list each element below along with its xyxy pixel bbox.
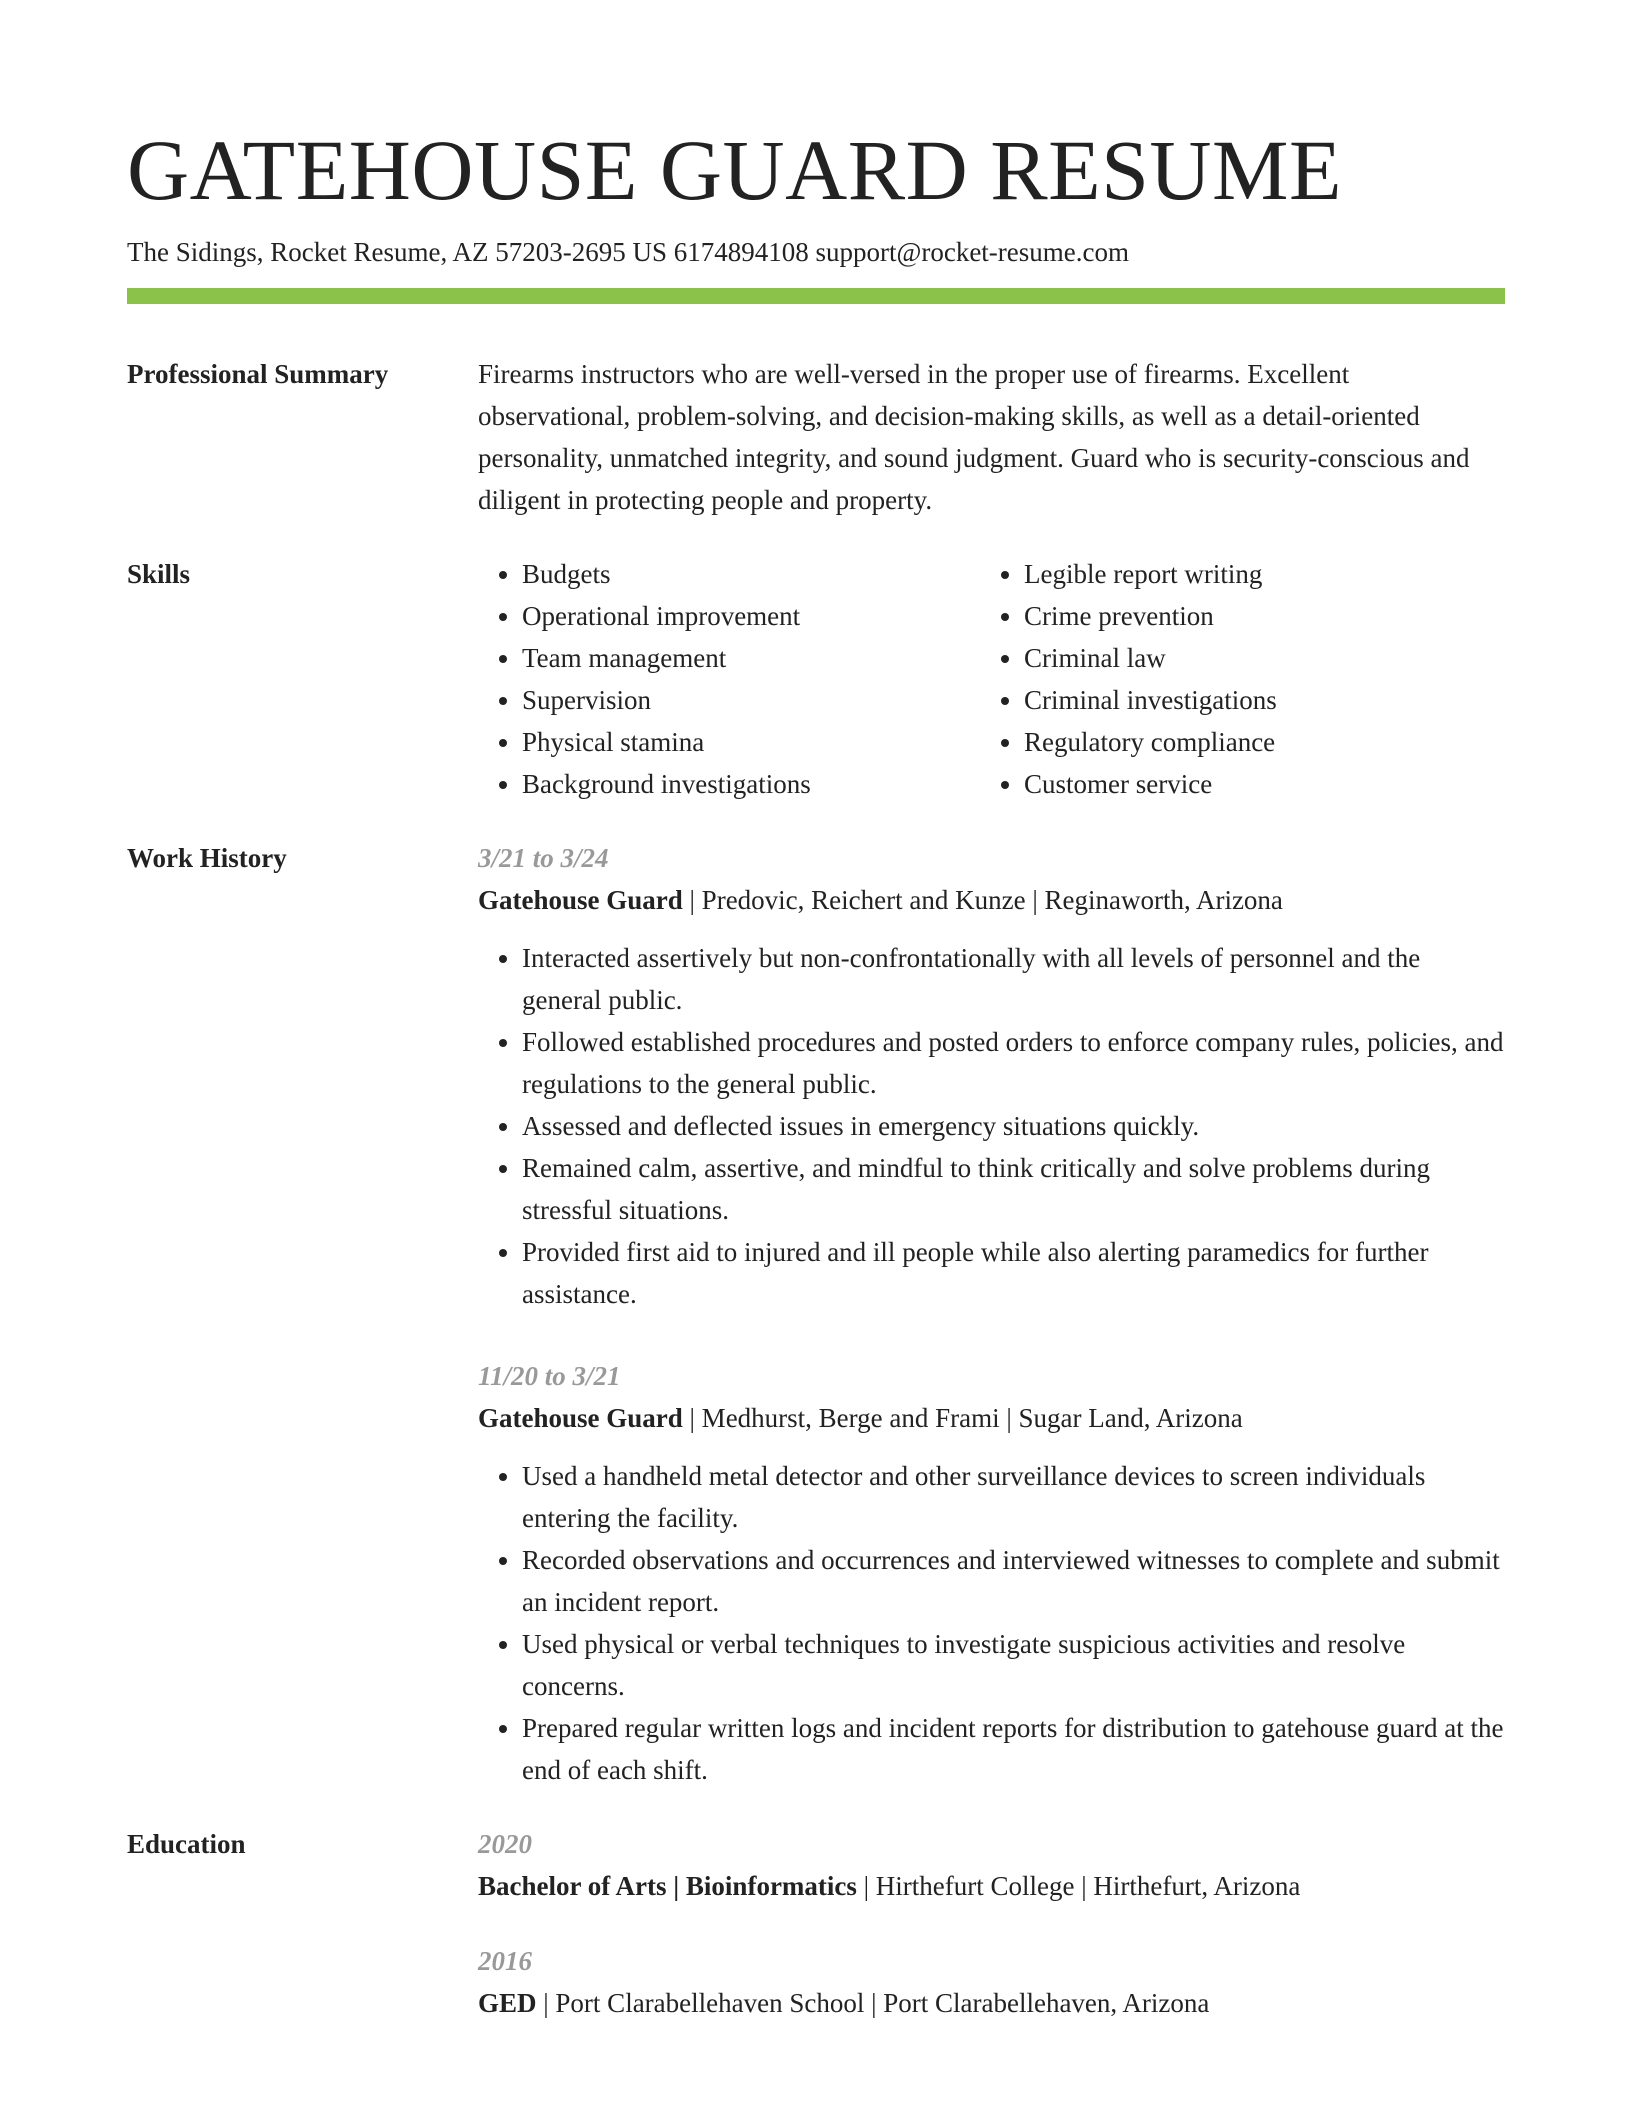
education-section	[127, 1823, 1505, 2024]
job-entry	[478, 837, 1505, 1315]
job-date: 3/21 to 3/24	[478, 843, 609, 873]
job-bullet: • Prepared regular written logs and incident reports for distribution to gatehouse guard at the end of each shift.	[522, 1707, 1505, 1791]
education-date: 2016	[478, 1946, 532, 1976]
skill-item: • Legible report writing	[1024, 553, 1482, 595]
job-bullets	[478, 937, 1505, 1315]
education-degree: Bachelor of Arts | Bioinformatics	[478, 1871, 857, 1901]
education-entry	[478, 1940, 1505, 2024]
education-label: Education	[127, 1829, 246, 1859]
skill-item: • Background investigations	[522, 763, 980, 805]
summary-label: Professional Summary	[127, 359, 389, 389]
job-role-line	[478, 879, 1505, 921]
education-line	[478, 1982, 1505, 2024]
job-bullet: • Provided first aid to injured and ill people while also alerting paramedics for further assistance.	[522, 1231, 1505, 1315]
skills-body	[478, 553, 1505, 805]
summary-text: Firearms instructors who are well-versed in the proper use of firearms. Excellent observational, problem-solving, and decision-making skills, as well as a detail-oriented personality, unmatched integrity, and sound judgment. Guard who is security-conscious and diligent in protecting people and property.	[478, 359, 1470, 515]
job-bullet: • Used physical or verbal techniques to investigate suspicious activities and resolve concerns.	[522, 1623, 1505, 1707]
accent-divider	[127, 288, 1505, 304]
skill-item: • Criminal investigations	[1024, 679, 1482, 721]
skill-item: • Criminal law	[1024, 637, 1482, 679]
skill-item: • Crime prevention	[1024, 595, 1482, 637]
job-title: Gatehouse Guard	[478, 885, 683, 915]
education-date: 2020	[478, 1829, 532, 1859]
job-bullet: • Used a handheld metal detector and other surveillance devices to screen individuals entering the facility.	[522, 1455, 1505, 1539]
job-bullet: • Remained calm, assertive, and mindful to think critically and solve problems during stressful situations.	[522, 1147, 1505, 1231]
skill-item: • Budgets	[522, 553, 980, 595]
skills-list-right	[980, 553, 1482, 805]
education-details: | Port Clarabellehaven School | Port Clarabellehaven, Arizona	[536, 1988, 1210, 2018]
education-degree: GED	[478, 1988, 537, 2018]
skills-columns	[478, 553, 1505, 805]
skill-item: • Operational improvement	[522, 595, 980, 637]
job-bullet: • Followed established procedures and posted orders to enforce company rules, policies, and regulations to the general public.	[522, 1021, 1505, 1105]
skill-item: • Regulatory compliance	[1024, 721, 1482, 763]
skills-label: Skills	[127, 559, 191, 589]
skill-item: • Customer service	[1024, 763, 1482, 805]
job-role-line	[478, 1397, 1505, 1439]
skills-list-left	[478, 553, 980, 805]
contact-line: The Sidings, Rocket Resume, AZ 57203-2695 US 6174894108 support@rocket-resume.com	[127, 237, 1129, 267]
education-entry	[478, 1823, 1505, 1907]
job-bullets	[478, 1455, 1505, 1791]
work-history-section	[127, 837, 1505, 1791]
work-history-body	[478, 837, 1505, 1791]
job-details: | Medhurst, Berge and Frami | Sugar Land, Arizona	[682, 1403, 1243, 1433]
job-date: 11/20 to 3/21	[478, 1361, 621, 1391]
job-bullet: • Recorded observations and occurrences and interviewed witnesses to complete and submit an incident report.	[522, 1539, 1505, 1623]
education-details: | Hirthefurt College | Hirthefurt, Arizona	[856, 1871, 1301, 1901]
education-line	[478, 1865, 1505, 1907]
skill-item: • Physical stamina	[522, 721, 980, 763]
skill-item: • Team management	[522, 637, 980, 679]
work-history-label: Work History	[127, 843, 287, 873]
job-bullet: • Assessed and deflected issues in emergency situations quickly.	[522, 1105, 1505, 1147]
resume-title: GATEHOUSE GUARD RESUME	[127, 122, 1343, 218]
job-title: Gatehouse Guard	[478, 1403, 683, 1433]
job-entry	[478, 1355, 1505, 1791]
skills-section	[127, 553, 1505, 805]
job-bullet: • Interacted assertively but non-confrontationally with all levels of personnel and the general public.	[522, 937, 1505, 1021]
job-details: | Predovic, Reichert and Kunze | Reginaworth, Arizona	[682, 885, 1283, 915]
education-body	[478, 1823, 1505, 2024]
skill-item: • Supervision	[522, 679, 980, 721]
summary-section	[127, 353, 1505, 521]
